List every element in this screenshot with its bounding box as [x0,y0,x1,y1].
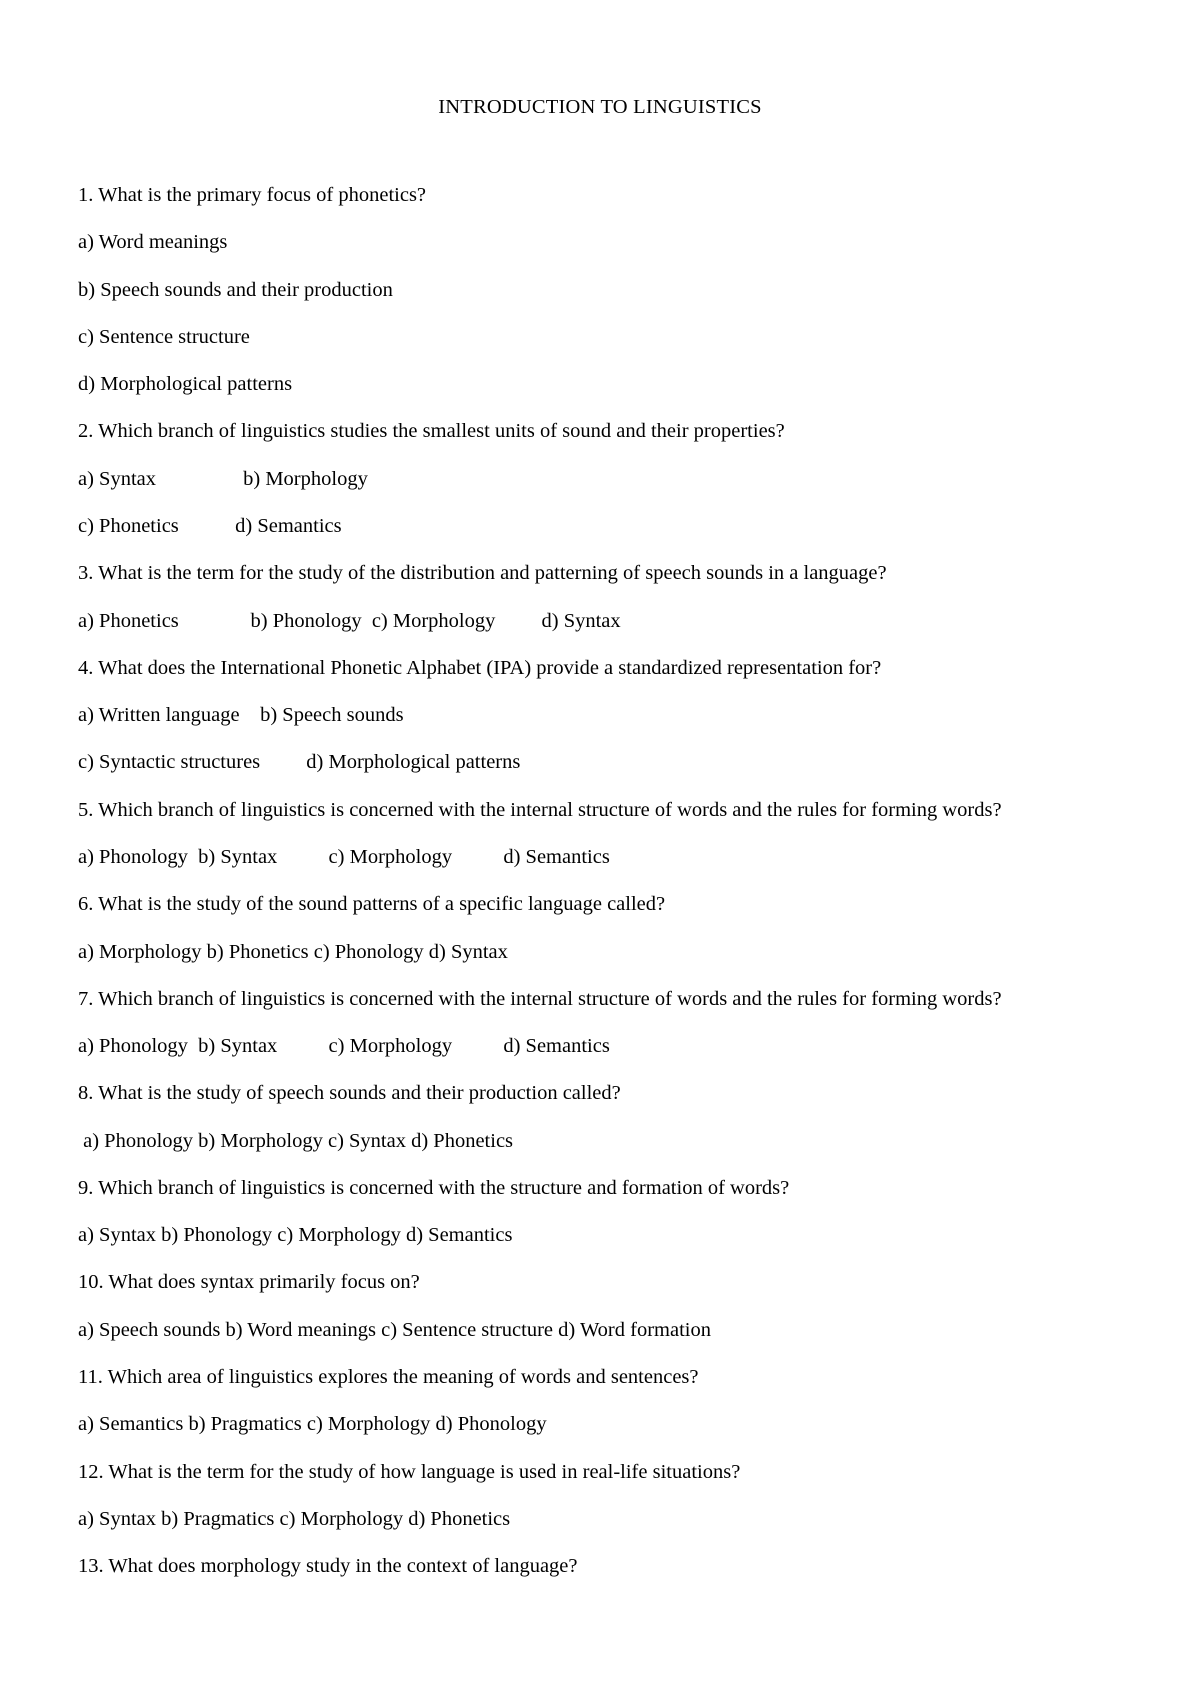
question-line: 1. What is the primary focus of phonetics? [78,184,427,206]
answer-line: a) Semantics b) Pragmatics c) Morphology d) Phonology [78,1413,547,1436]
answer-line: c) Sentence structure [78,325,250,348]
question-line: 9. Which branch of linguistics is concerned with the structure and formation of words? [78,1176,790,1199]
answer-line: a) Phonology b) Syntax c) Morphology d) Semantics [78,1035,610,1058]
answer-line: c) Syntactic structures d) Morphological patterns [78,751,521,774]
question-line: 8. What is the study of speech sounds and their production called? [78,1082,621,1105]
answer-line: a) Phonology b) Syntax c) Morphology d) Semantics [78,845,610,868]
answer-line: c) Phonetics d) Semantics [78,514,342,537]
answer-line: d) Morphological patterns [78,373,293,396]
answer-line: b) Speech sounds and their production [78,278,393,301]
question-list [78,181,1122,1580]
answer-line: a) Written language b) Speech sounds [78,704,404,727]
question-line: 2. Which branch of linguistics studies the smallest units of sound and their properties? [78,420,785,443]
answer-line: a) Speech sounds b) Word meanings c) Sentence structure d) Word formation [78,1318,711,1341]
page-title: INTRODUCTION TO LINGUISTICS [438,96,762,118]
answer-line: a) Syntax b) Morphology [78,467,368,490]
answer-line: a) Syntax b) Phonology c) Morphology d) Semantics [78,1224,513,1247]
question-line: 4. What does the International Phonetic Alphabet (IPA) provide a standardized representation for? [78,656,882,679]
question-line: 13. What does morphology study in the context of language? [78,1555,578,1578]
answer-line: a) Word meanings [78,231,228,254]
question-line: 12. What is the term for the study of how language is used in real-life situations? [78,1460,741,1483]
question-line: 10. What does syntax primarily focus on? [78,1271,420,1294]
question-line: 5. Which branch of linguistics is concerned with the internal structure of words and the rules for forming words? [78,798,1002,821]
answer-line: a) Phonetics b) Phonology c) Morphology d) Syntax [78,609,621,632]
answer-line: a) Morphology b) Phonetics c) Phonology d) Syntax [78,940,508,963]
question-line: 6. What is the study of the sound patterns of a specific language called? [78,893,666,916]
question-line: 3. What is the term for the study of the distribution and patterning of speech sounds in a language? [78,562,887,585]
question-line: 7. Which branch of linguistics is concerned with the internal structure of words and the rules for forming words? [78,987,1002,1010]
answer-line: a) Phonology b) Morphology c) Syntax d) Phonetics [78,1129,514,1152]
answer-line: a) Syntax b) Pragmatics c) Morphology d) Phonetics [78,1507,511,1530]
question-line: 11. Which area of linguistics explores the meaning of words and sentences? [78,1366,699,1389]
